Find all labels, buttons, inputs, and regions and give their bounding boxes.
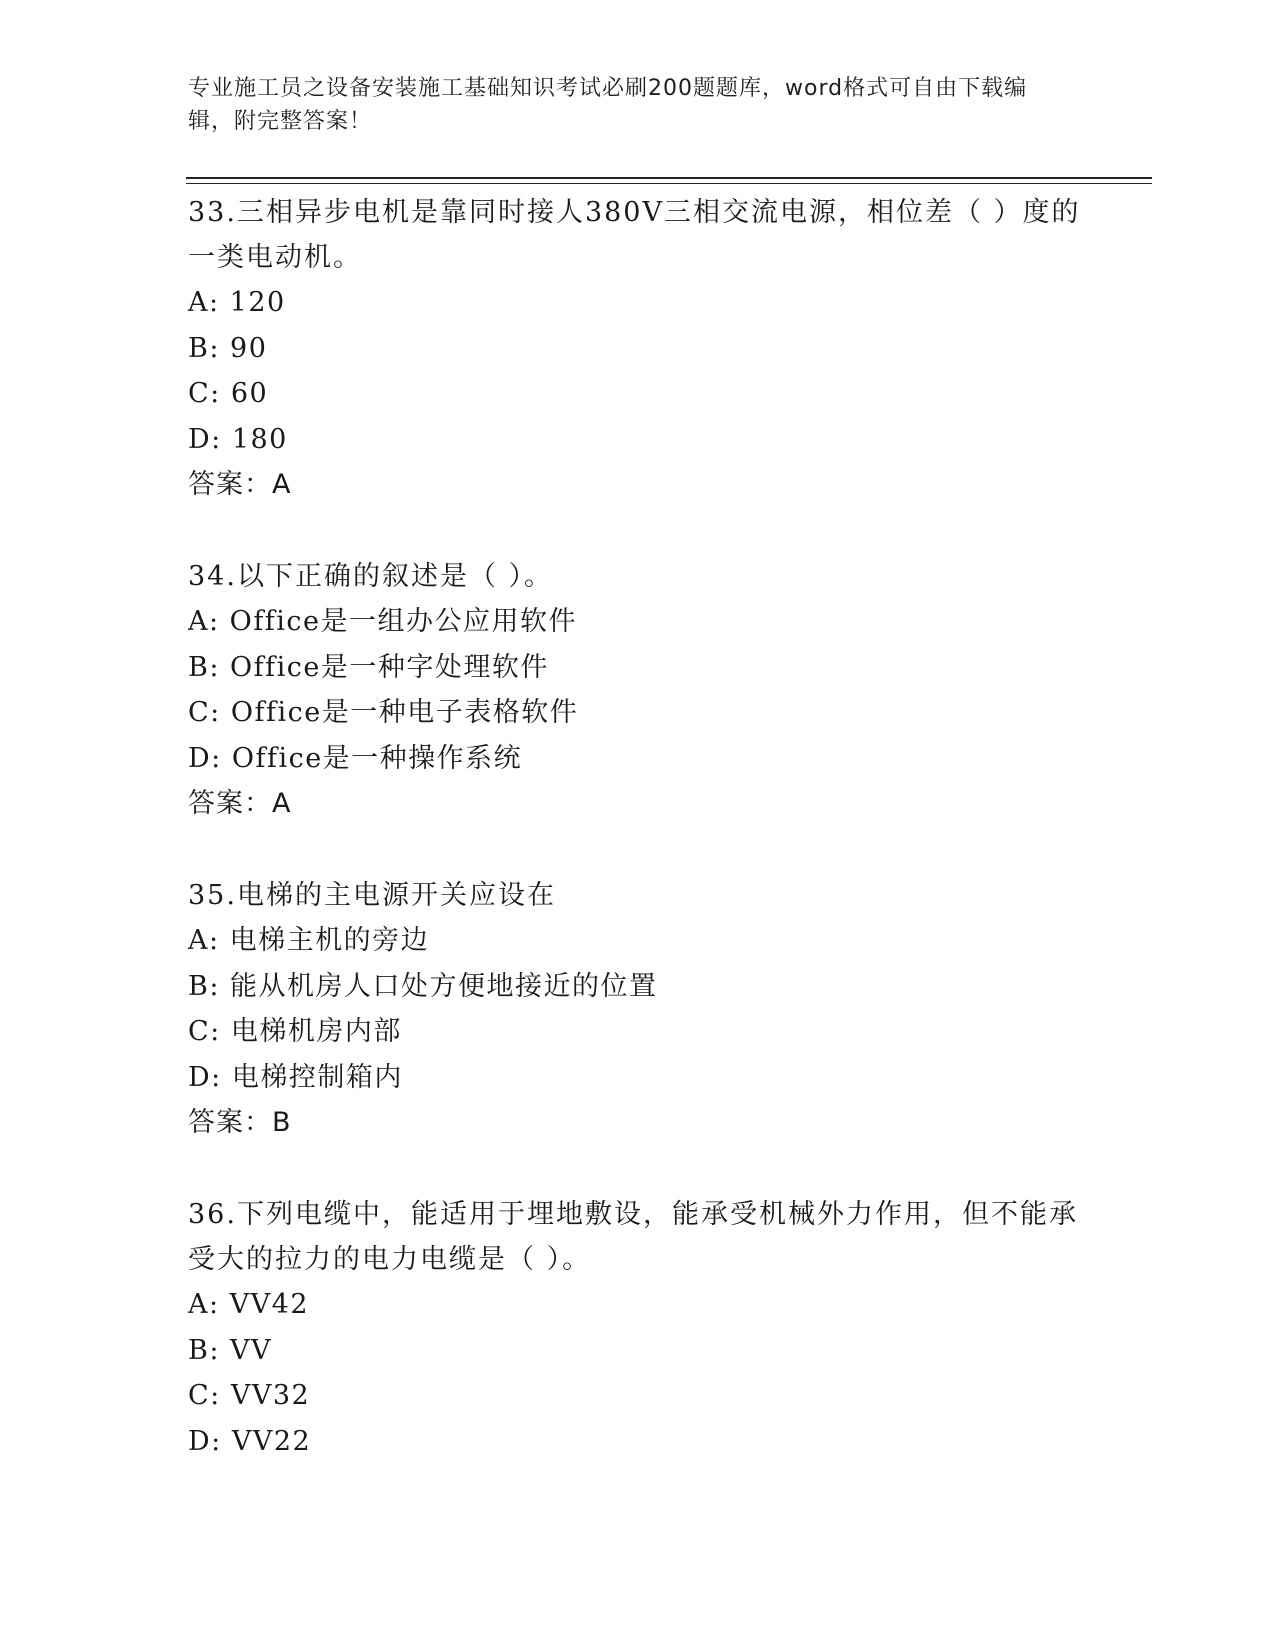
option-c: C: 电梯机房内部 — [188, 1016, 402, 1047]
answer-line: 答案：A — [188, 469, 292, 500]
option-c: C: Office是一种电子表格软件 — [188, 697, 579, 728]
question-34 — [188, 554, 1088, 827]
option-b: B: Office是一种字处理软件 — [188, 651, 549, 683]
question-stem: 33.三相异步电机是靠同时接人380V三相交流电源，相位差（ ）度的一类电动机。 — [188, 197, 1081, 273]
option-a: A: 电梯主机的旁边 — [188, 925, 430, 956]
question-list — [188, 190, 1088, 1510]
option-a: A: Office是一组办公应用软件 — [188, 606, 578, 637]
header-divider-thin — [186, 183, 1152, 184]
option-b: B: VV — [188, 1334, 273, 1366]
question-stem: 35.电梯的主电源开关应设在 — [188, 880, 556, 911]
header-divider — [186, 177, 1152, 179]
option-c: C: VV32 — [188, 1380, 311, 1411]
option-a: A: 120 — [188, 287, 286, 318]
option-d: D: 电梯控制箱内 — [188, 1061, 403, 1093]
question-36 — [188, 1192, 1088, 1464]
question-35 — [188, 873, 1088, 1146]
option-b: B: 能从机房人口处方便地接近的位置 — [188, 970, 658, 1002]
answer-line: 答案：A — [188, 788, 292, 819]
option-c: C: 60 — [188, 378, 269, 409]
option-d: D: Office是一种操作系统 — [188, 742, 523, 774]
option-b: B: 90 — [188, 332, 268, 364]
document-header: 专业施工员之设备安装施工基础知识考试必刷200题题库，word格式可自由下载编辑，附完整答案！ — [188, 76, 1028, 134]
option-a: A: VV42 — [188, 1289, 310, 1320]
question-stem: 34.以下正确的叙述是（ ）。 — [188, 561, 554, 592]
option-d: D: VV22 — [188, 1425, 312, 1457]
question-stem: 36.下列电缆中，能适用于埋地敷设，能承受机械外力作用，但不能承受大的拉力的电力电缆是（ ）。 — [188, 1199, 1078, 1275]
answer-line: 答案：B — [188, 1107, 292, 1138]
question-33 — [188, 190, 1088, 508]
option-d: D: 180 — [188, 423, 288, 455]
